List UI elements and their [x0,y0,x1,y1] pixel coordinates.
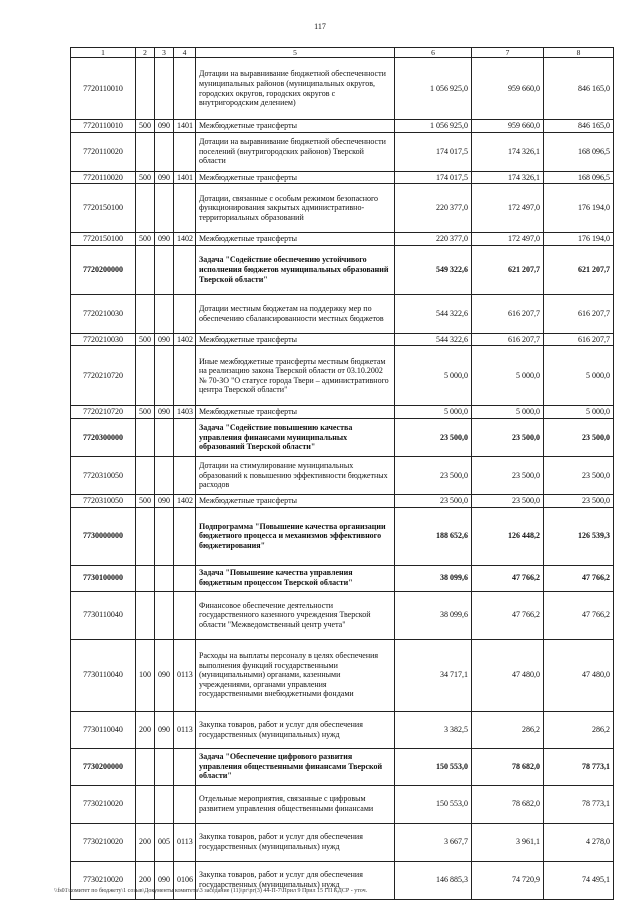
row-code: 7720110010 [71,120,136,133]
row-value-year-2: 23 500,0 [472,494,544,507]
row-value-year-3: 47 766,2 [544,565,614,591]
row-admin-code [155,184,174,233]
row-name: Межбюджетные трансферты [196,333,395,346]
row-admin-code [155,565,174,591]
row-value-year-3: 286,2 [544,711,614,748]
table-row [71,711,614,748]
row-section-code [174,418,196,456]
row-value-year-3: 23 500,0 [544,494,614,507]
row-admin-code [155,294,174,333]
row-code: 7730110040 [71,639,136,711]
table-row [71,171,614,184]
row-value-year-3: 176 194,0 [544,233,614,246]
row-code: 7720110020 [71,132,136,171]
row-expense-type [136,507,155,565]
row-value-year-2: 126 448,2 [472,507,544,565]
table-row [71,785,614,823]
row-name: Дотации местным бюджетам на поддержку мер по обеспечению сбалансированности местных бюджетов [196,294,395,333]
table-row [71,233,614,246]
row-name: Дотации на выравнивание бюджетной обеспеченности поселений (внутригородских районов) Тверской области [196,132,395,171]
row-value-year-1: 1 056 925,0 [395,58,472,120]
row-value-year-2: 78 682,0 [472,748,544,785]
row-admin-code [155,418,174,456]
row-value-year-3: 621 207,7 [544,245,614,294]
row-name: Межбюджетные трансферты [196,494,395,507]
row-expense-type [136,785,155,823]
row-expense-type: 500 [136,406,155,419]
row-name: Закупка товаров, работ и услуг для обеспечения государственных (муниципальных) нужд [196,823,395,861]
row-value-year-1: 38 099,6 [395,565,472,591]
row-expense-type: 200 [136,711,155,748]
column-header: 8 [544,48,614,58]
row-value-year-3: 168 096,5 [544,171,614,184]
row-code: 7730200000 [71,748,136,785]
row-value-year-1: 34 717,1 [395,639,472,711]
row-section-code [174,58,196,120]
row-code: 7730110040 [71,591,136,639]
row-expense-type [136,565,155,591]
row-code: 7720110010 [71,58,136,120]
table-row [71,456,614,494]
row-value-year-2: 74 720,9 [472,861,544,899]
row-value-year-1: 220 377,0 [395,233,472,246]
row-section-code: 0113 [174,711,196,748]
row-value-year-1: 188 652,6 [395,507,472,565]
row-value-year-3: 47 480,0 [544,639,614,711]
row-value-year-1: 3 382,5 [395,711,472,748]
row-value-year-1: 1 056 925,0 [395,120,472,133]
table-row [71,346,614,406]
row-expense-type [136,132,155,171]
row-code: 7720210030 [71,294,136,333]
row-admin-code: 090 [155,120,174,133]
row-value-year-2: 616 207,7 [472,294,544,333]
table-row [71,120,614,133]
row-section-code [174,507,196,565]
row-admin-code: 090 [155,639,174,711]
row-expense-type: 500 [136,333,155,346]
row-value-year-2: 47 480,0 [472,639,544,711]
column-header-row [71,48,614,58]
row-value-year-3: 23 500,0 [544,456,614,494]
row-value-year-1: 3 667,7 [395,823,472,861]
row-expense-type: 200 [136,861,155,899]
row-section-code [174,748,196,785]
table-row [71,184,614,233]
row-value-year-2: 78 682,0 [472,785,544,823]
row-expense-type: 500 [136,494,155,507]
column-header: 4 [174,48,196,58]
row-value-year-2: 959 660,0 [472,58,544,120]
row-value-year-3: 4 278,0 [544,823,614,861]
row-expense-type [136,418,155,456]
column-header: 3 [155,48,174,58]
row-value-year-1: 544 322,6 [395,294,472,333]
row-section-code [174,245,196,294]
row-expense-type [136,294,155,333]
row-value-year-3: 5 000,0 [544,346,614,406]
row-section-code: 1402 [174,494,196,507]
row-value-year-2: 172 497,0 [472,184,544,233]
row-admin-code [155,132,174,171]
row-value-year-1: 174 017,5 [395,171,472,184]
row-value-year-3: 616 207,7 [544,333,614,346]
row-admin-code [155,245,174,294]
row-code: 7730210020 [71,785,136,823]
row-value-year-3: 74 495,1 [544,861,614,899]
row-value-year-3: 23 500,0 [544,418,614,456]
row-code: 7720210030 [71,333,136,346]
table-row [71,823,614,861]
table-row [71,406,614,419]
row-value-year-2: 47 766,2 [472,591,544,639]
row-admin-code [155,456,174,494]
row-section-code [174,591,196,639]
row-value-year-1: 23 500,0 [395,456,472,494]
row-section-code [174,132,196,171]
row-value-year-1: 174 017,5 [395,132,472,171]
row-value-year-2: 174 326,1 [472,132,544,171]
row-name: Закупка товаров, работ и услуг для обеспечения государственных (муниципальных) нужд [196,861,395,899]
row-value-year-2: 286,2 [472,711,544,748]
row-value-year-1: 549 322,6 [395,245,472,294]
column-header: 5 [196,48,395,58]
file-path-footer: \\fs01\комитет по бюджету\1 созыв\Документы комитета\3 заседание (11)\рг\рг(3) 44-П-7\Прил 9 Прил 15 ГП КДСР - уточ. [54,888,368,894]
row-section-code: 0106 [174,861,196,899]
row-code: 7720310050 [71,456,136,494]
row-code: 7720110020 [71,171,136,184]
row-name: Межбюджетные трансферты [196,406,395,419]
row-admin-code [155,346,174,406]
row-name: Финансовое обеспечение деятельности государственного казенного учреждения Тверской области "Межведомственный центр учета" [196,591,395,639]
row-expense-type: 500 [136,120,155,133]
row-admin-code: 090 [155,406,174,419]
table-row [71,507,614,565]
row-section-code: 1402 [174,233,196,246]
row-value-year-1: 5 000,0 [395,346,472,406]
row-section-code: 0113 [174,823,196,861]
row-value-year-2: 959 660,0 [472,120,544,133]
row-expense-type [136,346,155,406]
row-value-year-2: 616 207,7 [472,333,544,346]
row-value-year-3: 47 766,2 [544,591,614,639]
row-value-year-3: 846 165,0 [544,120,614,133]
row-code: 7720210720 [71,346,136,406]
row-section-code [174,565,196,591]
row-section-code [174,346,196,406]
row-admin-code: 090 [155,711,174,748]
column-header: 1 [71,48,136,58]
row-value-year-1: 38 099,6 [395,591,472,639]
row-admin-code [155,591,174,639]
row-value-year-2: 5 000,0 [472,346,544,406]
row-name: Расходы на выплаты персоналу в целях обеспечения выполнения функций государственными (муниципальными) органами, казенными учреждениями, органами управления государственными внебюджетными фондами [196,639,395,711]
row-value-year-2: 3 961,1 [472,823,544,861]
row-expense-type [136,58,155,120]
page-number: 117 [314,22,326,31]
row-code: 7730100000 [71,565,136,591]
row-value-year-1: 23 500,0 [395,418,472,456]
row-value-year-1: 23 500,0 [395,494,472,507]
row-value-year-3: 78 773,1 [544,785,614,823]
table-row [71,494,614,507]
row-name: Отдельные мероприятия, связанные с цифровым развитием управления общественными финансами [196,785,395,823]
row-section-code [174,785,196,823]
row-name: Межбюджетные трансферты [196,171,395,184]
row-name: Задача "Обеспечение цифрового развития управления общественными финансами Тверской области" [196,748,395,785]
row-admin-code: 090 [155,494,174,507]
row-admin-code: 005 [155,823,174,861]
row-name: Иные межбюджетные трансферты местным бюджетам на реализацию закона Тверской области от 03.10.2002 № 70-ЗО "О статусе города Твери – административного центра Тверской области" [196,346,395,406]
row-expense-type [136,748,155,785]
row-value-year-1: 220 377,0 [395,184,472,233]
row-code: 7730210020 [71,861,136,899]
row-value-year-2: 621 207,7 [472,245,544,294]
row-section-code: 1402 [174,333,196,346]
row-expense-type [136,456,155,494]
row-admin-code [155,748,174,785]
row-name: Задача "Содействие повышению качества управления финансами муниципальных образований Тверской области" [196,418,395,456]
row-name: Дотации, связанные с особым режимом безопасного функционирования закрытых административно-территориальных образований [196,184,395,233]
row-value-year-1: 5 000,0 [395,406,472,419]
row-value-year-2: 23 500,0 [472,418,544,456]
row-code: 7730000000 [71,507,136,565]
row-value-year-1: 544 322,6 [395,333,472,346]
row-value-year-1: 146 885,3 [395,861,472,899]
table-row [71,294,614,333]
row-code: 7720150100 [71,184,136,233]
row-value-year-3: 846 165,0 [544,58,614,120]
row-name: Межбюджетные трансферты [196,120,395,133]
row-value-year-2: 172 497,0 [472,233,544,246]
row-section-code [174,294,196,333]
row-value-year-3: 78 773,1 [544,748,614,785]
row-expense-type: 500 [136,233,155,246]
row-section-code: 1403 [174,406,196,419]
row-code: 7720310050 [71,494,136,507]
row-expense-type: 100 [136,639,155,711]
row-expense-type: 500 [136,171,155,184]
row-value-year-3: 616 207,7 [544,294,614,333]
row-name: Дотации на выравнивание бюджетной обеспеченности муниципальных районов (муниципальных округов, городских округов, городских округов с внутригородским делением) [196,58,395,120]
table-row [71,132,614,171]
table-row [71,418,614,456]
row-expense-type [136,591,155,639]
row-code: 7720300000 [71,418,136,456]
row-expense-type: 200 [136,823,155,861]
row-value-year-3: 176 194,0 [544,184,614,233]
table-row [71,639,614,711]
row-admin-code [155,58,174,120]
row-name: Подпрограмма "Повышение качества организации бюджетного процесса и механизмов эффективного бюджетирования" [196,507,395,565]
row-section-code: 1401 [174,171,196,184]
row-value-year-3: 126 539,3 [544,507,614,565]
row-admin-code [155,785,174,823]
row-admin-code: 090 [155,171,174,184]
row-name: Дотации на стимулирование муниципальных образований к повышению эффективности бюджетных расходов [196,456,395,494]
row-code: 7720200000 [71,245,136,294]
row-name: Задача "Повышение качества управления бюджетным процессом Тверской области" [196,565,395,591]
table-row [71,333,614,346]
row-code: 7730110040 [71,711,136,748]
row-section-code [174,184,196,233]
row-expense-type [136,245,155,294]
row-value-year-2: 174 326,1 [472,171,544,184]
row-value-year-1: 150 553,0 [395,748,472,785]
budget-table [70,47,614,900]
row-section-code: 1401 [174,120,196,133]
row-value-year-2: 47 766,2 [472,565,544,591]
row-value-year-3: 5 000,0 [544,406,614,419]
row-value-year-2: 23 500,0 [472,456,544,494]
row-value-year-1: 150 553,0 [395,785,472,823]
row-code: 7720150100 [71,233,136,246]
row-admin-code [155,507,174,565]
column-header: 7 [472,48,544,58]
row-name: Межбюджетные трансферты [196,233,395,246]
row-expense-type [136,184,155,233]
row-code: 7720210720 [71,406,136,419]
row-name: Задача "Содействие обеспечению устойчивого исполнения бюджетов муниципальных образований Тверской области" [196,245,395,294]
table-row [71,565,614,591]
row-value-year-2: 5 000,0 [472,406,544,419]
row-section-code [174,456,196,494]
row-section-code: 0113 [174,639,196,711]
column-header: 6 [395,48,472,58]
table-row [71,58,614,120]
table-row [71,591,614,639]
row-admin-code: 090 [155,861,174,899]
row-name: Закупка товаров, работ и услуг для обеспечения государственных (муниципальных) нужд [196,711,395,748]
table-row [71,245,614,294]
row-admin-code: 090 [155,333,174,346]
row-value-year-3: 168 096,5 [544,132,614,171]
row-admin-code: 090 [155,233,174,246]
table-row [71,748,614,785]
row-code: 7730210020 [71,823,136,861]
column-header: 2 [136,48,155,58]
